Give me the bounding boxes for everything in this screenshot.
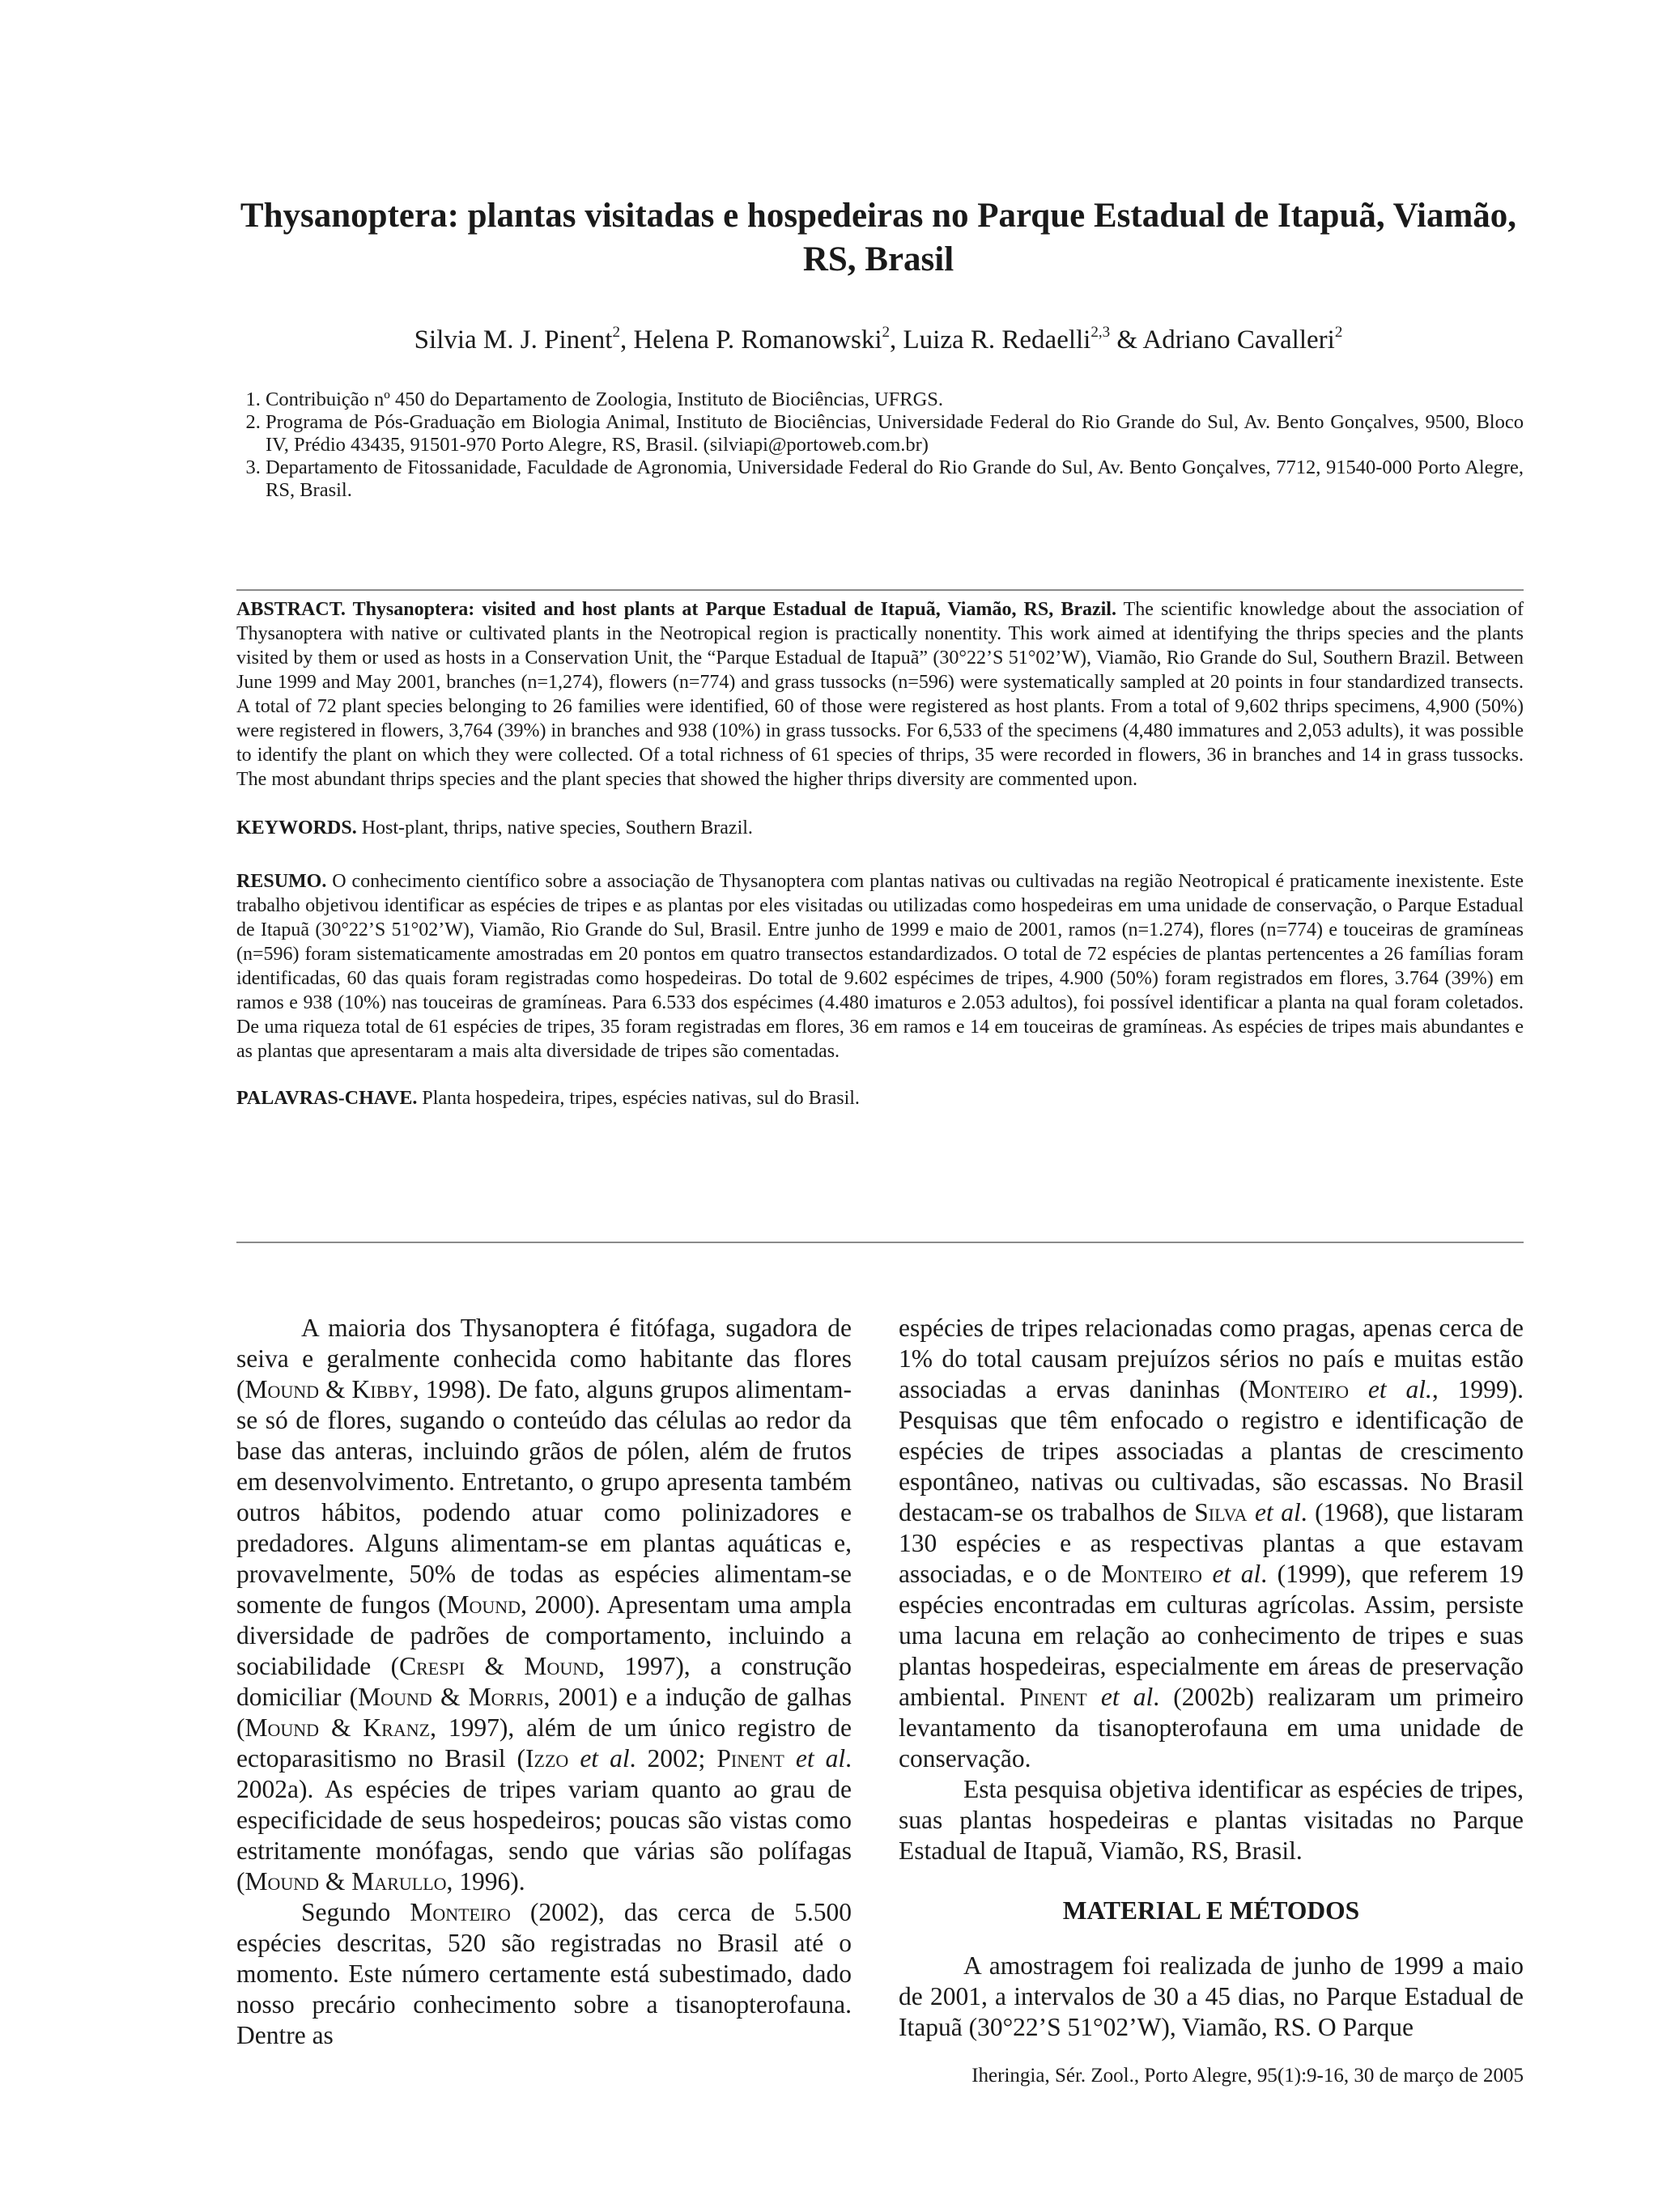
author-list xyxy=(235,322,1522,358)
author: Silvia M. J. Pinent$^2$, xyxy=(414,324,634,355)
cited-author: Crespi & Mound xyxy=(399,1652,598,1680)
keywords-text: Host-plant, thrips, native species, Southern Brazil. xyxy=(356,817,753,839)
resumo-text: O conhecimento científico sobre a associação de Thysanoptera com plantas nativas ou cultivadas na região Neotropical é praticamente inexistente. Este trabalho objetivou identificar as espécies de tripes e as plantas por eles visitadas ou utilizadas como hospedeiras em uma unidade de conservação, o Parque Estadual de Itapuã (30°22’S 51°02’W), Viamão, Rio Grande do Sul, Brasil. Entre junho de 1999 e maio de 2001, ramos (n=1.274), flores (n=774) e touceiras de gramíneas (n=596) foram sistematicamente amostradas em 20 pontos em quatro transectos estandardizados. O total de 72 espécies de plantas pertencentes a 26 famílias foram identificadas, 60 das quais foram registradas como hospedeiras. Do total de 9.602 espécimes de tripes, 4.900 (50%) foram registrados em flores, 3.764 (39%) em ramos e 938 (10%) nas touceiras de gramíneas. Para 6.533 dos espécimes (4.480 imaturos e 2.053 adultos), foi possível identificar a planta na qual foram coletados. De uma riqueza total de 61 espécies de tripes, 35 foram registradas em flores, 36 em ramos e 14 em touceiras de gramíneas. As espécies de tripes mais abundantes e as plantas que apresentaram a mais alta diversidade de tripes são comentadas. xyxy=(236,871,1524,1062)
keywords-label: KEYWORDS. xyxy=(236,817,357,839)
abstract-section xyxy=(236,597,1524,1110)
author: Helena P. Romanowski$^2$, xyxy=(633,324,903,355)
palavras-chave xyxy=(236,1086,1524,1110)
article-title: Thysanoptera: plantas visitadas e hospedeiras no Parque Estadual de Itapuã, Viamão, RS, Brasil xyxy=(240,197,1517,278)
palavras-chave-text: Planta hospedeira, tripes, espécies nativas, sul do Brasil. xyxy=(417,1088,860,1109)
italic-text: et al xyxy=(1100,1683,1154,1711)
body-column-left xyxy=(236,1313,852,2051)
top-divider xyxy=(236,589,1524,591)
cited-author: Mound & Morris xyxy=(358,1683,544,1711)
cited-author: Mound & Marullo xyxy=(244,1867,447,1896)
italic-text: et al xyxy=(1254,1498,1301,1526)
abstract xyxy=(236,597,1524,792)
affiliation-2: 2. Programa de Pós-Graduação em Biologia Animal, Instituto de Biociências, Universidade Federal do Rio Grande do Sul, Av. Bento Gonçalves, 9500, Bloco IV, Prédio 43435, 91501-970 Porto Alegre, RS, Brasil. (silviapi@portoweb.com.br) xyxy=(266,411,1524,456)
keywords xyxy=(236,816,1524,840)
abstract-label: ABSTRACT. Thysanoptera: visited and host plants at Parque Estadual de Itapuã, Viamão, RS, Brazil. xyxy=(236,599,1116,620)
cited-author: Monteiro xyxy=(1101,1560,1202,1588)
resumo-label: RESUMO. xyxy=(236,871,327,892)
italic-text: et al xyxy=(580,1744,630,1773)
section-heading: MATERIAL E MÉTODOS xyxy=(1062,1896,1360,1925)
cited-author: Monteiro xyxy=(1248,1375,1349,1403)
cited-author: Mound xyxy=(446,1590,521,1619)
abstract-text: The scientific knowledge about the association of Thysanoptera with native or cultivated plants in the Neotropical region is practically nonentity. This work aimed at identifying the thrips species and the plants visited by them or used as hosts in a Conservation Unit, the “Parque Estadual de Itapuã” (30°22’S 51°02’W), Viamão, Rio Grande do Sul, Southern Brazil. Between June 1999 and May 2001, branches (n=1,274), flowers (n=774) and grass tussocks (n=596) were systematically sampled at 20 points in four standardized transects. A total of 72 plant species belonging to 26 families were identified, 60 of those were registered as host plants. From a total of 9,602 thrips specimens, 4,900 (50%) were registered in flowers, 3,764 (39%) in branches and 938 (10%) in grass tussocks. For 6,533 of the specimens (4,480 immatures and 2,053 adults), it was possible to identify the plant on which they were collected. Of a total richness of 61 species of thrips, 35 were recorded in flowers, 36 in branches and 14 in grass tussocks. The most abundant thrips species and the plant species that showed the higher thrips diversity are commented upon. xyxy=(236,599,1524,790)
author: Luiza R. Redaelli$^{2,3}$ & xyxy=(903,324,1143,355)
cited-author: Mound & Kranz xyxy=(244,1713,431,1742)
cited-author: Pinent xyxy=(716,1744,784,1773)
italic-text: et al xyxy=(1212,1560,1261,1588)
cited-author: Silva xyxy=(1194,1498,1248,1526)
paragraph: A maioria dos Thysanoptera é fitófaga, sugadora de seiva e geralmente conhecida como habitante das flores (Mound & Kibby, 1998). De fato, alguns grupos alimentam-se só de flores, sugando o conteúdo das células ao redor da base das anteras, incluindo grãos de pólen, além de frutos em desenvolvimento. Entretanto, o grupo apresenta também outros hábitos, podendo atuar como polinizadores e predadores. Alguns alimentam-se em plantas aquáticas e, provavelmente, 50% de todas as espécies alimentam-se somente de fungos (Mound, 2000). Apresentam uma ampla diversidade de padrões de comportamento, incluindo a sociabilidade (Crespi & Mound, 1997), a construção domiciliar (Mound & Morris, 2001) e a indução de galhas (Mound & Kranz, 1997), além de um único registro de ectoparasitismo no Brasil (Izzo et al. 2002; Pinent et al. 2002a). As espécies de tripes variam quanto ao grau de especificidade de seus hospedeiros; poucas são vistas como estritamente monófagas, sendo que várias são polífagas (Mound & Marullo, 1996). xyxy=(236,1314,852,1896)
resumo xyxy=(236,869,1524,1064)
cited-author: Mound & Kibby xyxy=(244,1375,413,1403)
palavras-chave-label: PALAVRAS-CHAVE. xyxy=(236,1088,418,1109)
affiliation-3: 3. Departamento de Fitossanidade, Faculdade de Agronomia, Universidade Federal do Rio Grande do Sul, Av. Bento Gonçalves, 7712, 91540-000 Porto Alegre, RS, Brasil. xyxy=(266,456,1524,502)
cited-author: Pinent xyxy=(1019,1683,1087,1711)
paragraph: Segundo Monteiro (2002), das cerca de 5.500 espécies descritas, 520 são registradas no Brasil até o momento. Este número certamente está subestimado, dado nosso precário conhecimento sobre a tisanopterofauna. Dentre as xyxy=(236,1898,852,2049)
body-column-right xyxy=(899,1313,1524,2043)
paragraph: espécies de tripes relacionadas como pragas, apenas cerca de 1% do total causam prejuízos sérios no país e muitas estão associadas a ervas daninhas (Monteiro et al., 1999). Pesquisas que têm enfocado o registro e identificação de espécies de tripes associadas a plantas de crescimento espontâneo, nativas ou cultivadas, são escassas. No Brasil destacam-se os trabalhos de Silva et al. (1968), que listaram 130 espécies e as respectivas plantas a que estavam associadas, e o de Monteiro et al. (1999), que referem 19 espécies encontradas em culturas agrícolas. Assim, persiste uma lacuna em relação ao conhecimento de tripes e suas plantas hospedeiras, especialmente em áreas de preservação ambiental. Pinent et al. (2002b) realizaram um primeiro levantamento da tisanopterofauna em uma unidade de conservação. xyxy=(899,1314,1524,1773)
journal-footer: Iheringia, Sér. Zool., Porto Alegre, 95(1):9-16, 30 de março de 2005 xyxy=(971,2065,1524,2087)
bottom-divider xyxy=(236,1242,1524,1243)
cited-author: Monteiro xyxy=(410,1898,511,1926)
paragraph: A amostragem foi realizada de junho de 1999 a maio de 2001, a intervalos de 30 a 45 dias, no Parque Estadual de Itapuã (30°22’S 51°02’W), Viamão, RS. O Parque xyxy=(899,1951,1524,2041)
author: Adriano Cavalleri$^2$ xyxy=(1142,324,1343,355)
affiliation-1: 1. Contribuição nº 450 do Departamento de Zoologia, Instituto de Biociências, UFRGS. xyxy=(266,388,1524,411)
cited-author: Izzo xyxy=(525,1744,569,1773)
italic-text: et al xyxy=(795,1744,846,1773)
italic-text: et al. xyxy=(1367,1375,1432,1403)
paragraph: Esta pesquisa objetiva identificar as espécies de tripes, suas plantas hospedeiras e plantas visitadas no Parque Estadual de Itapuã, Viamão, RS, Brasil. xyxy=(899,1775,1524,1865)
affiliations xyxy=(236,388,1524,502)
